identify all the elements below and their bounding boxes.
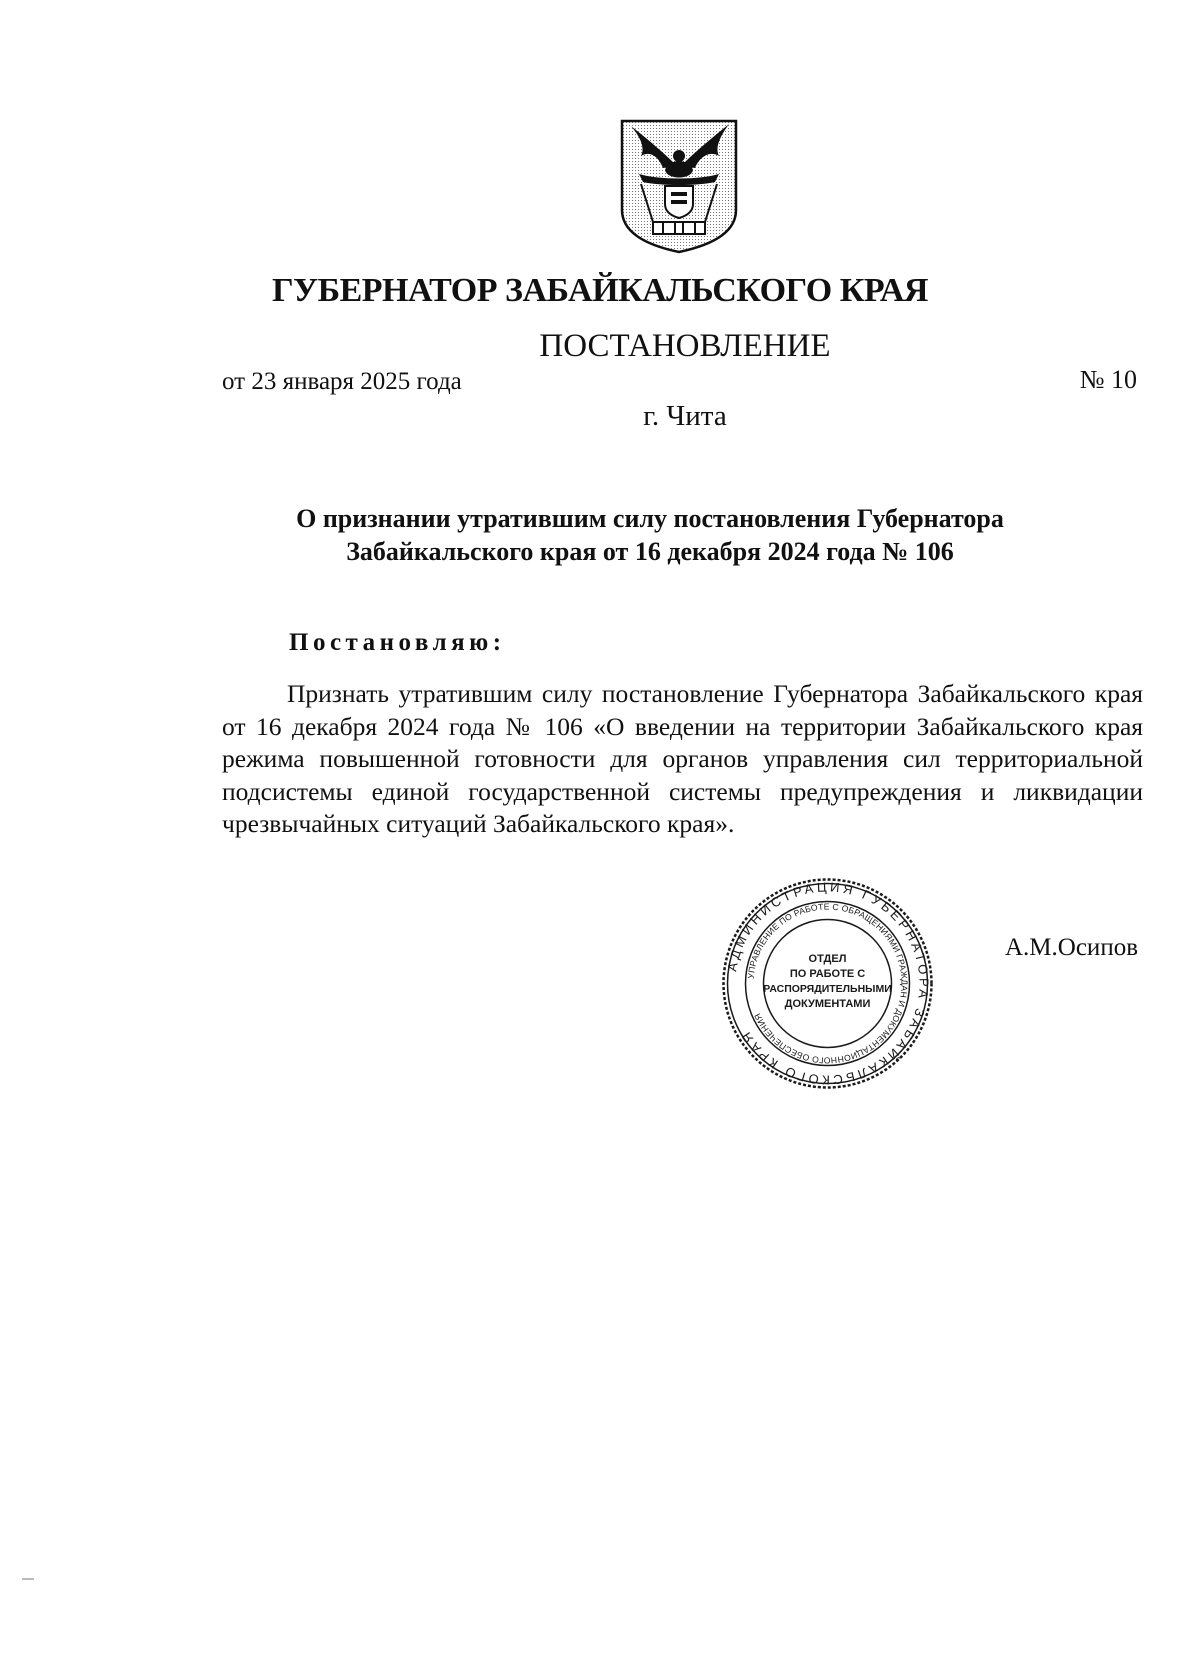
seal-center-line: ПО РАБОТЕ С xyxy=(789,968,866,980)
document-type: ПОСТАНОВЛЕНИЕ xyxy=(539,328,831,364)
seal-center-line: РАСПОРЯДИТЕЛЬНЫМИ xyxy=(763,983,892,995)
seal-center-line: ОТДЕЛ xyxy=(808,953,847,965)
signatory-name: А.М.Осипов xyxy=(1005,934,1138,961)
subject-line-2: Забайкальского края от 16 декабря 2024 года № 106 xyxy=(346,537,954,566)
document-number: № 10 xyxy=(1079,365,1137,394)
coat-of-arms-icon xyxy=(619,118,739,254)
scan-artifact xyxy=(22,1578,34,1580)
document-date: от 23 января 2025 года xyxy=(222,368,462,395)
seal-outer-text: АДМИНИСТРАЦИЯ ГУБЕРНАТОРА ЗАБАЙКАЛЬСКОГО КРАЯ xyxy=(724,879,932,1088)
official-seal-icon xyxy=(720,876,935,1091)
seal-center-line: ДОКУМЕНТАМИ xyxy=(784,998,871,1010)
subject-line-1: О признании утратившим силу постановления Губернатора xyxy=(296,504,1004,533)
body-paragraph: Признать утратившим силу постановление Губернатора Забайкальского края от 16 декабря 2024 года № 106 «О введении на территории Забайкальского края режима повышенной готовности для органов управления сил территориальной подсистемы единой государственной системы предупреждения и ликвидации чрезвычайных ситуаций Забайкальского края». xyxy=(222,679,1143,838)
document-city: г. Чита xyxy=(643,400,727,432)
decree-word: Постановляю: xyxy=(289,629,506,656)
document-subject xyxy=(190,502,1110,568)
seal-inner-text: УПРАВЛЕНИЕ ПО РАБОТЕ С ОБРАЩЕНИЯМИ ГРАЖДАН И ДОКУМЕНТАЦИОННОГО ОБЕСПЕЧЕНИЯ xyxy=(745,901,910,1066)
issuing-authority: ГУБЕРНАТОР ЗАБАЙКАЛЬСКОГО КРАЯ xyxy=(272,272,928,309)
